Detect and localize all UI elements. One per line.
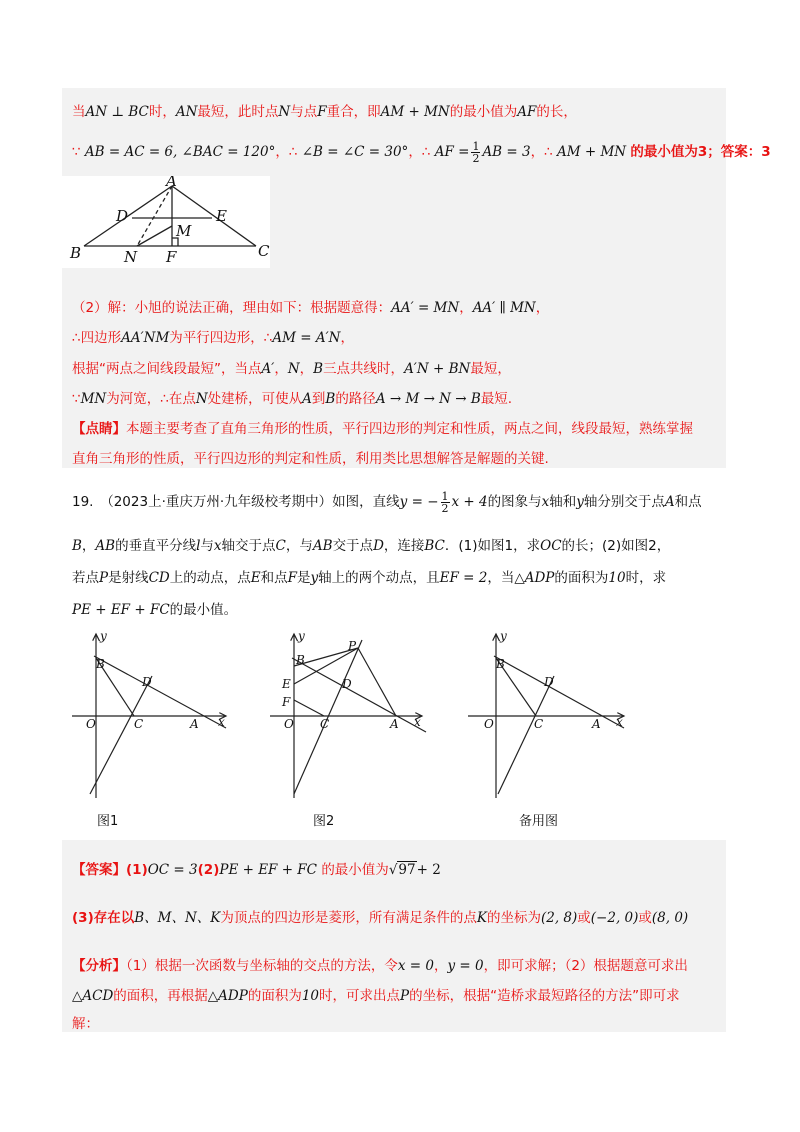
figure-3-caption: 备用图 — [519, 814, 559, 829]
label-c: C — [258, 242, 270, 260]
line-ab — [292, 658, 426, 732]
point-summary-line-2: 直角三角形的性质，平行四边形的判定和性质，利用类比思想解答是解题的关键. — [72, 451, 549, 467]
analysis-line-3: 解： — [72, 1016, 99, 1032]
segment-pa — [358, 648, 396, 716]
label-y: y — [298, 629, 305, 643]
label-b: B — [296, 653, 305, 667]
label-d: D — [544, 675, 554, 689]
label-a: A — [592, 717, 601, 731]
point-summary-line-1: 【点睛】本题主要考查了直角三角形的性质，平行四边形的判定和性质，两点之间，线段最短，熟练掌握 — [72, 421, 693, 437]
fraction-one-half: $\frac{1}{2}$ — [472, 139, 480, 165]
label-x: x — [218, 715, 225, 729]
label-o: O — [284, 717, 294, 731]
label-o: O — [484, 717, 494, 731]
figure-2-caption: 图2 — [313, 814, 335, 829]
problem-19-line-1: 19. （2023上·重庆万州·九年级校考期中）如图，直线y = − $\frac{1}{2}$ x + 4的图象与x轴和y轴分别交于点A和点 — [72, 489, 702, 515]
label-n: N — [124, 248, 138, 266]
label-y: y — [500, 629, 507, 643]
solution-line-1: 当AN ⊥ BC时，AN最短，此时点N与点F重合，即AM + MN的最小值为AF的长， — [72, 104, 577, 120]
solution-line-2: ∵ AB = AC = 6, ∠BAC = 120°，∴ ∠B = ∠C = 30°，∴ AF = $\frac{1}{2}$ AB = 3，∴ AM + MN 的最小值为3；答案：3 — [72, 139, 771, 165]
problem-19-line-3: 若点P是射线CD上的动点，点E和点F是y轴上的两个动点，且EF = 2，当△ADP的面积为10时，求 — [72, 570, 667, 586]
analysis-line-1: 【分析】（1）根据一次函数与坐标轴的交点的方法，令x = 0，y = 0，即可求解；（2）根据题意可求出 — [72, 958, 688, 974]
label-e: E — [282, 677, 291, 691]
triangle-figure — [62, 176, 270, 268]
analysis-line-2: △ACD的面积，再根据△ADP的面积为10时，可求出点P的坐标，根据“造桥求最短路径的方法”即可求 — [72, 988, 680, 1004]
fraction-one-half: $\frac{1}{2}$ — [441, 489, 449, 515]
label-b: B — [496, 657, 505, 671]
label-c: C — [534, 717, 544, 731]
answer-line-2: (3)存在以B、M、N、K为顶点的四边形是菱形，所有满足条件的点K的坐标为(2, 8)或(−2, 0)或(8, 0) — [72, 910, 689, 926]
figure-3 — [464, 628, 634, 800]
line-l — [90, 676, 152, 794]
line-ab — [494, 656, 624, 728]
label-o: O — [86, 717, 96, 731]
label-d: D — [116, 207, 129, 225]
line-l — [498, 676, 554, 794]
figure-2 — [266, 628, 446, 800]
label-a: A — [190, 717, 199, 731]
problem-19-line-4: PE + EF + FC的最小值。 — [72, 602, 238, 618]
label-x: x — [616, 715, 623, 729]
label-p: P — [348, 639, 357, 653]
label-m: M — [176, 222, 192, 240]
label-e: E — [216, 207, 227, 225]
label-b: B — [96, 657, 105, 671]
label-b: B — [70, 244, 82, 262]
solution-line-3: （2）解：小旭的说法正确，理由如下：根据题意得：AA′ = MN，AA′ ∥ MN， — [72, 300, 550, 316]
solution-line-6: ∵MN为河宽，∴在点N处建桥，可使从A到B的路径A → M → N → B最短. — [72, 391, 513, 407]
figure-1 — [66, 628, 236, 800]
label-c: C — [134, 717, 144, 731]
label-x: x — [414, 715, 421, 729]
segment-fc — [294, 700, 324, 716]
label-d: D — [142, 675, 152, 689]
figure-1-caption: 图1 — [97, 814, 119, 829]
label-y: y — [100, 629, 107, 643]
solution-line-4: ∴四边形AA′NM为平行四边形，∴AM = A′N， — [72, 330, 354, 346]
label-d: D — [342, 677, 352, 691]
label-c: C — [320, 717, 330, 731]
line-ab — [94, 656, 226, 728]
answer-line-1: 【答案】(1)OC = 3(2)PE + EF + FC 的最小值为√97+ 2 — [72, 862, 441, 878]
label-f: F — [166, 248, 177, 266]
segment-an-dashed — [137, 186, 172, 246]
problem-19-line-2: B，AB的垂直平分线l与x轴交于点C，与AB交于点D，连接BC．(1)如图1，求OC的长；(2)如图2， — [72, 538, 671, 554]
label-f: F — [282, 695, 291, 709]
solution-line-5: 根据“两点之间线段最短”，当点A′，N，B三点共线时，A′N + BN最短， — [72, 361, 511, 377]
label-a: A — [390, 717, 399, 731]
label-a: A — [166, 176, 177, 190]
